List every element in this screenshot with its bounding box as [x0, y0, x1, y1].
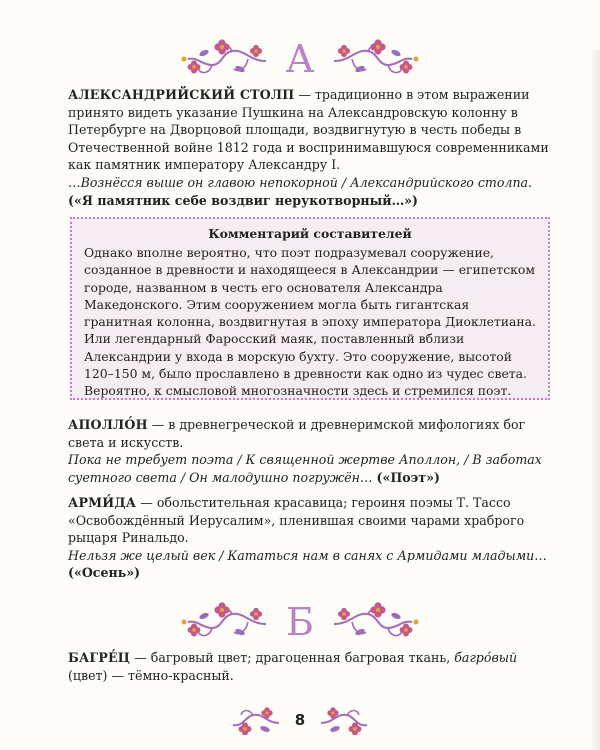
entry-alexandria: [68, 86, 554, 209]
right-floral-ornament-icon: [332, 39, 422, 79]
section-b-letter: Б: [286, 600, 314, 644]
page-footer: [0, 704, 600, 736]
entry-apollo: [68, 416, 554, 486]
left-floral-ornament-icon: [178, 39, 268, 79]
entry-source: («Я памятник себе воздвиг нерукотворный…»): [68, 192, 418, 208]
entry-bagrets: [68, 649, 554, 684]
page-number: 8: [294, 711, 306, 729]
entry-term: АПОЛЛО́Н: [68, 417, 148, 432]
entry-term: АРМИ́ДА: [68, 495, 137, 510]
entry-source: («Осень»): [68, 565, 141, 581]
entry-definition: — традиционно в этом выражении принято видеть указание Пушкина на Александровскую колонну в Петербурге на Дворцовой площади, воздвигнутую в честь победы в Отечественной войне 1812 года и воспринимавшуюся современниками как памятник императору Александру I.: [68, 87, 549, 173]
entry-term: БАГРЕ́Ц: [68, 650, 131, 665]
entry-definition-end: (цвет) — тёмно-красный.: [68, 667, 234, 683]
entry-quote: …Вознёсся выше он главою непокорной / Александрийского столпа.: [68, 174, 533, 190]
entry-term: АЛЕКСАНДРИЙСКИЙ СТОЛП: [68, 87, 295, 102]
entry-quote: Нельзя же целый век / Кататься нам в санях с Армидами младыми…: [68, 547, 547, 563]
right-floral-ornament-icon: [332, 602, 422, 642]
entry-source: («Поэт»): [376, 469, 440, 485]
commentary-box: [70, 217, 550, 400]
entry-armida: [68, 494, 554, 582]
page-edge-shadow: [592, 50, 600, 750]
commentary-title: Комментарий составителей: [208, 226, 412, 241]
section-a-header: [0, 37, 600, 81]
footer-left-ornament-icon: [227, 705, 283, 735]
commentary-text: Однако вполне вероятно, что поэт подразумевал сооружение, созданное в древности и находящееся в Александрии — египетском городе, названном в честь его основателя Александра Македонского. Этим сооружением могла быть гигантская гранитная колонна, воздвигнутая в эпоху императора Диоклетиана. Или легендарный Фаросский маяк, поставленный вблизи Александрии у входа в морскую бухту. Это сооружение, высотой 120–150 м, было прославлено в древности как одно из чудес света. Вероятно, к смысловой многозначности здесь и стремился поэт.: [84, 245, 536, 399]
entry-definition: — обольстительная красавица; героиня поэмы Т. Тассо «Освобождённый Иерусалим», пленившая своими чарами храброго рыцаря Ринальдо.: [68, 495, 525, 546]
section-b-header: [0, 600, 600, 644]
entry-italic-word: багро́вый: [454, 650, 518, 665]
entry-definition: — в древнегреческой и древнеримской мифологиях бог света и искусств.: [68, 417, 526, 450]
entry-definition: — багровый цвет; драгоценная багровая ткань,: [130, 650, 455, 665]
footer-right-ornament-icon: [317, 705, 373, 735]
entry-quote: Пока не требует поэта / К священной жертве Аполлон, / В заботах суетного света / Он малодушно погружён…: [68, 452, 542, 485]
section-a-letter: А: [285, 37, 315, 81]
left-floral-ornament-icon: [178, 602, 268, 642]
